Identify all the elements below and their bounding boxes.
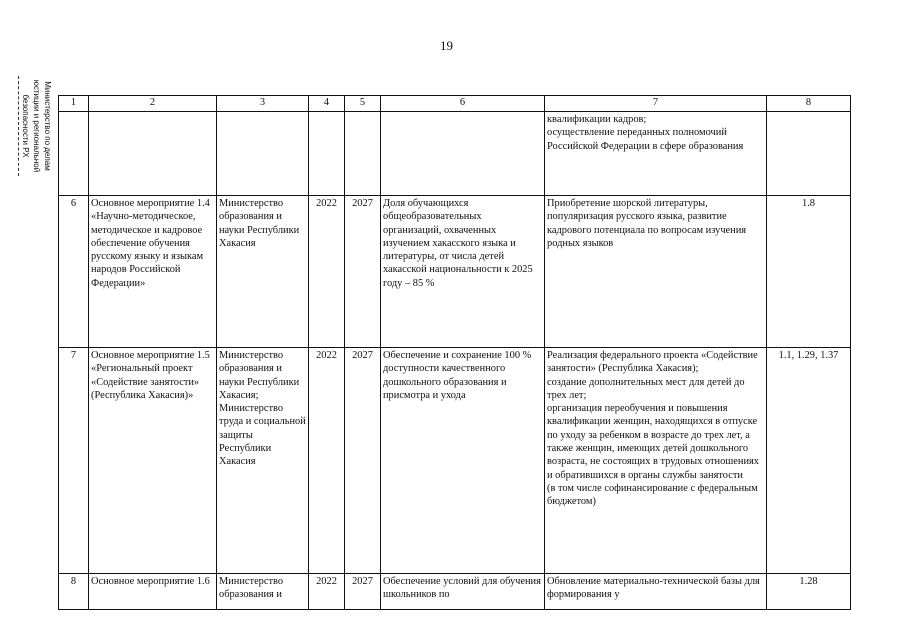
expected-result: Обеспечение и сохранение 100 % доступности качественного дошкольного образования и присмотра и ухода <box>381 348 545 574</box>
header-col-3: 3 <box>217 96 309 112</box>
header-col-4: 4 <box>309 96 345 112</box>
end-year: 2027 <box>345 348 381 574</box>
header-col-6: 6 <box>381 96 545 112</box>
cell-empty <box>767 112 851 196</box>
continuation-row <box>59 112 851 196</box>
registration-stamp <box>8 36 52 173</box>
start-year: 2022 <box>309 574 345 610</box>
program-activities-table <box>58 95 851 610</box>
cell-empty <box>59 112 89 196</box>
stamp-line-2: юстиции и региональной <box>32 79 41 173</box>
header-col-1: 1 <box>59 96 89 112</box>
header-col-7: 7 <box>545 96 767 112</box>
indicator-links: 1.8 <box>767 196 851 348</box>
table-row <box>59 574 851 610</box>
indicator-links: 1.1, 1.29, 1.37 <box>767 348 851 574</box>
header-col-5: 5 <box>345 96 381 112</box>
cell-empty <box>89 112 217 196</box>
indicator-links: 1.28 <box>767 574 851 610</box>
continuation-measures: квалификации кадров; осуществление переданных полномочий Российской Федерации в сфере образования <box>545 112 767 196</box>
activity-name: Основное мероприятие 1.6 <box>89 574 217 610</box>
responsible-executor: Министерство образования и <box>217 574 309 610</box>
cell-empty <box>217 112 309 196</box>
table-row <box>59 196 851 348</box>
header-col-8: 8 <box>767 96 851 112</box>
activity-name: Основное мероприятие 1.4 «Научно-методическое, методическое и кадровое обеспечение обучения русскому языку и языкам народов Российской Федерации» <box>89 196 217 348</box>
row-number: 6 <box>59 196 89 348</box>
main-measures: Реализация федерального проекта «Содействие занятости» (Республика Хакасия); создание дополнительных мест для детей до трех лет; организация переобучения и повышения квалификации женщин, находящихся в отпуске по уходу за ребенком в возрасте до трех лет, а также женщин, имеющих детей дошкольного возраста, не состоящих в трудовых отношениях и обратившихся в органы службы занятости (в том числе софинансирование с федеральным бюджетом) <box>545 348 767 574</box>
table-row <box>59 348 851 574</box>
header-row <box>59 96 851 112</box>
expected-result: Обеспечение условий для обучения школьников по <box>381 574 545 610</box>
responsible-executor: Министерство образования и науки Республики Хакасия <box>217 196 309 348</box>
header-col-2: 2 <box>89 96 217 112</box>
expected-result: Доля обучающихся общеобразовательных организаций, охваченных изучением хакасского языка и литературы, от числа детей хакасской национальности к 2025 году – 85 % <box>381 196 545 348</box>
start-year: 2022 <box>309 348 345 574</box>
cell-empty <box>345 112 381 196</box>
page-number: 19 <box>440 38 453 53</box>
activity-name: Основное мероприятие 1.5 «Региональный проект «Содействие занятости» (Республика Хакасия)» <box>89 348 217 574</box>
main-measures: Приобретение шорской литературы, популяризация русского языка, развитие кадрового потенциала по вопросам изучения родных языков <box>545 196 767 348</box>
main-measures: Обновление материально-технической базы для формирования у <box>545 574 767 610</box>
cell-empty <box>309 112 345 196</box>
start-year: 2022 <box>309 196 345 348</box>
cell-empty <box>381 112 545 196</box>
end-year: 2027 <box>345 574 381 610</box>
responsible-executor: Министерство образования и науки Республики Хакасия; Министерство труда и социальной защиты Республики Хакасия <box>217 348 309 574</box>
end-year: 2027 <box>345 196 381 348</box>
row-number: 8 <box>59 574 89 610</box>
stamp-text <box>13 74 53 178</box>
stamp-line-3: безопасности РХ <box>21 94 30 158</box>
stamp-line-1: Министерство по делам <box>43 81 52 171</box>
row-number: 7 <box>59 348 89 574</box>
